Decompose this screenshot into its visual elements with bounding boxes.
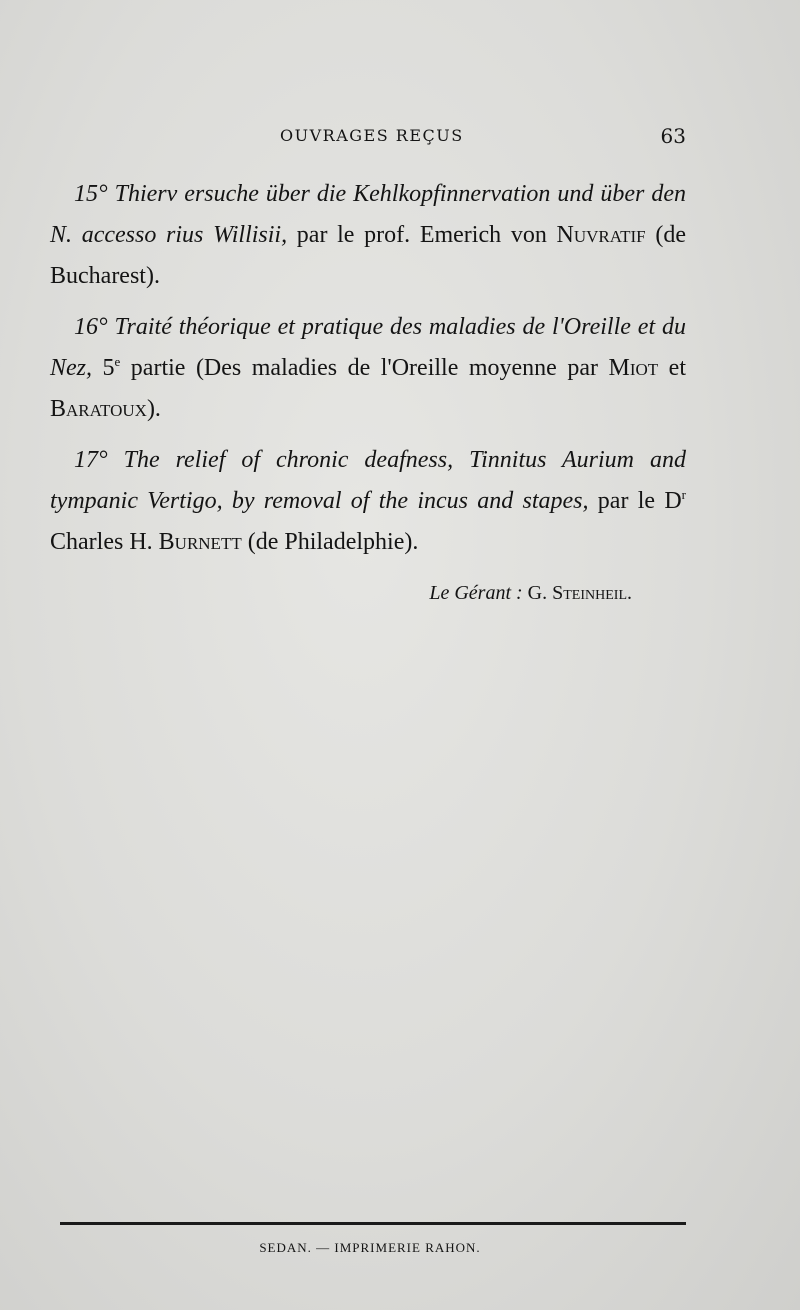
- title-prefix: D: [664, 488, 682, 514]
- entry-text: par le: [588, 488, 665, 514]
- signature: [50, 573, 686, 614]
- running-head: [50, 126, 690, 156]
- entry-text: (de Philadelphie).: [241, 529, 419, 555]
- entry-number: 16°: [74, 314, 108, 340]
- entry-16: [50, 307, 686, 430]
- first-name: Charles H.: [50, 529, 159, 555]
- entry-text: et: [658, 355, 686, 381]
- entry-text: (de Bucharest).: [50, 222, 686, 289]
- entry-number: 15°: [74, 181, 108, 207]
- author-name: Miot: [608, 355, 659, 381]
- author-name: Burnett: [158, 529, 242, 555]
- signature-role: Le Gérant :: [429, 582, 523, 604]
- author-name: Nuvratif: [556, 222, 646, 248]
- signature-initial: G.: [522, 582, 553, 604]
- entry-text: ).: [146, 396, 161, 422]
- page-number: 63: [660, 124, 686, 148]
- edition-suffix: e: [114, 354, 121, 369]
- edition-number: 5: [92, 355, 115, 381]
- footer-rule: [60, 1222, 686, 1225]
- entry-text: par le prof. Emerich von: [287, 222, 557, 248]
- running-title: OUVRAGES REÇUS: [280, 126, 464, 145]
- entry-number: 17°: [74, 447, 108, 473]
- entries-list: [50, 174, 686, 614]
- entry-title: Thierv ersuche über die Kehlkopfinnervation und über den N. accesso rius Willisii,: [50, 181, 686, 248]
- title-prefix-suffix: r: [681, 487, 686, 502]
- entry-text: partie (Des maladies de l'Oreille moyenne par: [120, 355, 609, 381]
- entry-17: [50, 440, 686, 563]
- author-name: Baratoux: [50, 396, 147, 422]
- entry-15: [50, 174, 686, 297]
- entry-title: The relief of chronic deafness, Tinnitus Aurium and tympanic Vertigo, by removal of the incus and stapes,: [50, 447, 687, 514]
- printer-imprint: SEDAN. — IMPRIMERIE RAHON.: [259, 1240, 481, 1255]
- entry-title: Traité théorique et pratique des maladies de l'Oreille et du Nez,: [50, 314, 686, 381]
- signature-name: Steinheil.: [552, 582, 632, 604]
